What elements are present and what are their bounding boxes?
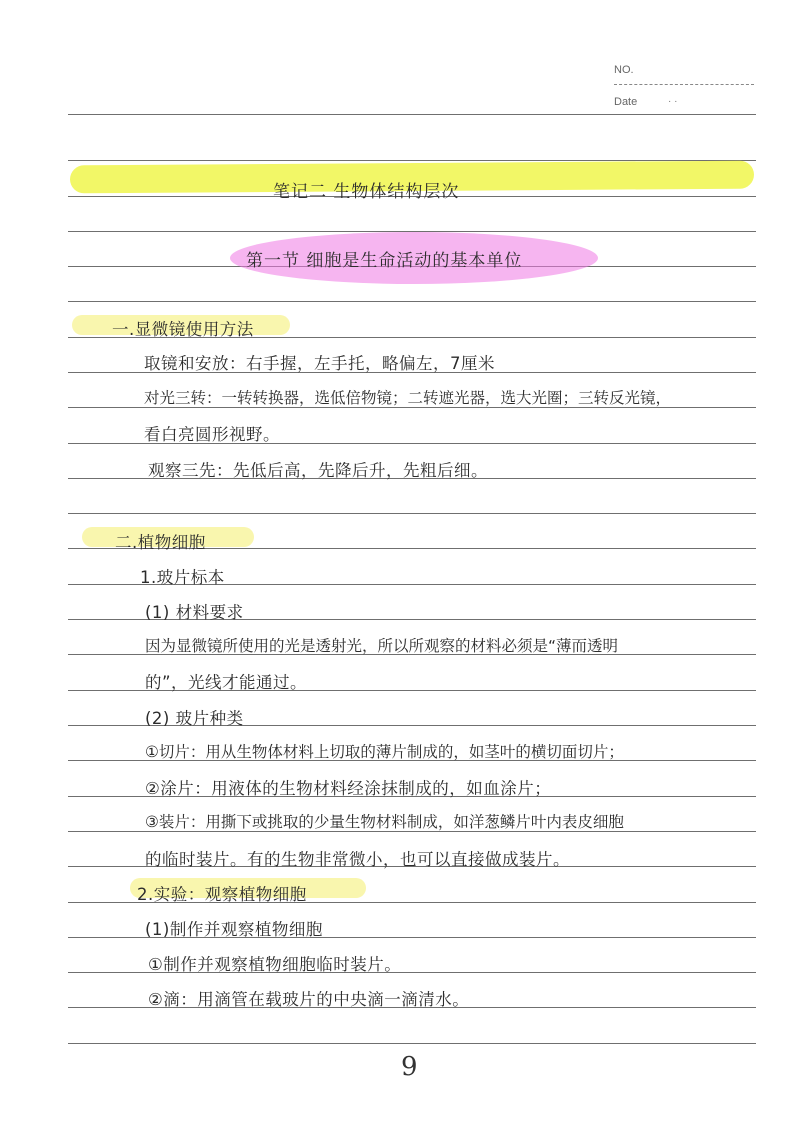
- ruled-line: [68, 1043, 756, 1044]
- subheading-slide: 1.玻片标本: [140, 568, 225, 587]
- text-line: (1)制作并观察植物细胞: [145, 920, 323, 939]
- text-line: 看白亮圆形视野。: [144, 425, 280, 444]
- no-label: NO.: [614, 64, 634, 76]
- text-line: ①制作并观察植物细胞临时装片。: [148, 955, 402, 974]
- section-title: 第一节 细胞是生命活动的基本单位: [246, 251, 523, 271]
- text-line: 观察三先：先低后高，先降后升，先粗后细。: [148, 461, 488, 480]
- text-line: 的临时装片。有的生物非常微小，也可以直接做成装片。: [145, 850, 570, 869]
- text-line: 的”，光线才能通过。: [145, 673, 308, 692]
- heading-plant-cell: 二.植物细胞: [115, 533, 206, 552]
- no-dotted-line: [614, 84, 754, 85]
- text-line: 因为显微镜所使用的光是透射光，所以所观察的材料必须是“薄而透明: [145, 637, 619, 655]
- ruled-line: [68, 114, 756, 115]
- ruled-line: [68, 513, 756, 514]
- text-line: 对光三转：一转转换器，选低倍物镜；二转遮光器，选大光圈；三转反光镜，: [144, 389, 672, 407]
- date-dots: · ·: [668, 96, 678, 107]
- text-line: ①切片：用从生物体材料上切取的薄片制成的，如茎叶的横切面切片；: [145, 743, 624, 761]
- date-label: Date: [614, 96, 638, 108]
- text-line: (2) 玻片种类: [145, 709, 244, 728]
- text-line: 取镜和安放：右手握，左手托，略偏左，7厘米: [144, 354, 495, 373]
- ruled-line: [68, 301, 756, 302]
- text-line: ②滴：用滴管在载玻片的中央滴一滴清水。: [148, 990, 470, 1009]
- text-line: ③装片：用撕下或挑取的少量生物材料制成，如洋葱鳞片叶内表皮细胞: [145, 813, 624, 831]
- text-line: (1) 材料要求: [145, 603, 244, 622]
- heading-microscope: 一.显微镜使用方法: [112, 320, 254, 339]
- subheading-experiment: 2.实验：观察植物细胞: [137, 885, 307, 904]
- note-title: 笔记二 生物体结构层次: [273, 182, 460, 202]
- page-number: 9: [401, 1052, 418, 1082]
- text-line: ②涂片：用液体的生物材料经涂抹制成的，如血涂片；: [145, 779, 552, 798]
